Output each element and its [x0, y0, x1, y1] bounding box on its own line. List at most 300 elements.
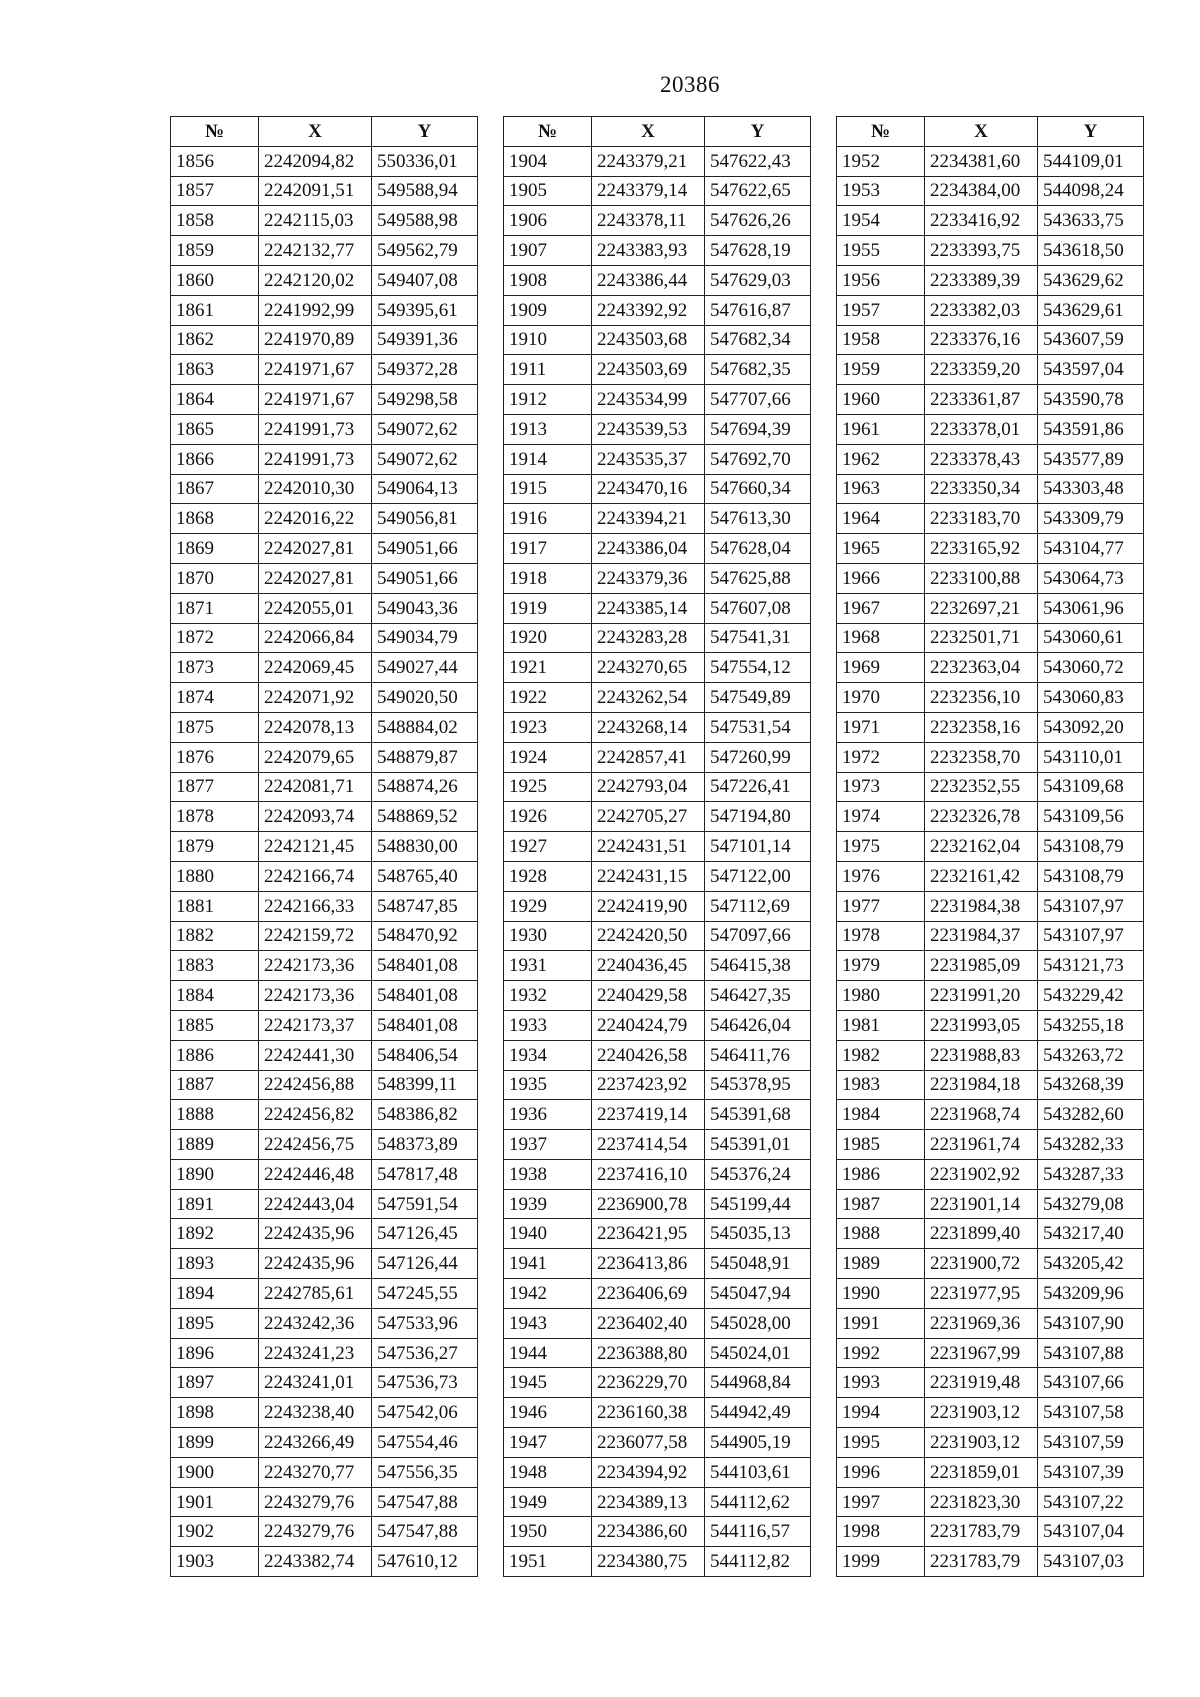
cell-y: 547682,34 [705, 325, 811, 355]
table-row [837, 176, 1144, 206]
cell-number: 1957 [837, 295, 925, 325]
cell-y: 543217,40 [1038, 1219, 1144, 1249]
cell-number: 1940 [504, 1219, 592, 1249]
cell-number: 1884 [171, 981, 259, 1011]
table-row [171, 683, 478, 713]
cell-number: 1978 [837, 921, 925, 951]
cell-x: 2242027,81 [259, 534, 372, 564]
cell-x: 2243262,54 [592, 683, 705, 713]
cell-x: 2231993,05 [925, 1010, 1038, 1040]
cell-x: 2243470,16 [592, 474, 705, 504]
cell-y: 544112,82 [705, 1547, 811, 1577]
table-row [504, 236, 811, 266]
cell-number: 1899 [171, 1428, 259, 1458]
cell-x: 2234389,13 [592, 1487, 705, 1517]
cell-number: 1920 [504, 623, 592, 653]
table-row [171, 712, 478, 742]
cell-number: 1885 [171, 1010, 259, 1040]
table-row [504, 921, 811, 951]
cell-number: 1928 [504, 861, 592, 891]
cell-number: 1883 [171, 951, 259, 981]
cell-x: 2242078,13 [259, 712, 372, 742]
cell-number: 1886 [171, 1040, 259, 1070]
cell-y: 548373,89 [372, 1130, 478, 1160]
cell-x: 2231783,79 [925, 1517, 1038, 1547]
cell-y: 543263,72 [1038, 1040, 1144, 1070]
table-row [504, 1279, 811, 1309]
cell-number: 1990 [837, 1279, 925, 1309]
cell-number: 1882 [171, 921, 259, 951]
cell-number: 1900 [171, 1457, 259, 1487]
header-y: Y [1038, 117, 1144, 147]
table-row [171, 653, 478, 683]
cell-number: 1991 [837, 1308, 925, 1338]
table-row [837, 1517, 1144, 1547]
table-row [837, 1368, 1144, 1398]
cell-y: 543205,42 [1038, 1249, 1144, 1279]
cell-number: 1943 [504, 1308, 592, 1338]
cell-y: 544112,62 [705, 1487, 811, 1517]
cell-y: 544103,61 [705, 1457, 811, 1487]
cell-x: 2233359,20 [925, 355, 1038, 385]
cell-x: 2243535,37 [592, 444, 705, 474]
cell-y: 549407,08 [372, 265, 478, 295]
cell-number: 1912 [504, 385, 592, 415]
cell-y: 547112,69 [705, 891, 811, 921]
cell-number: 1926 [504, 802, 592, 832]
cell-y: 548765,40 [372, 861, 478, 891]
cell-y: 543607,59 [1038, 325, 1144, 355]
cell-number: 1959 [837, 355, 925, 385]
table-row [171, 206, 478, 236]
table-row [837, 444, 1144, 474]
cell-y: 544098,24 [1038, 176, 1144, 206]
cell-y: 547126,45 [372, 1219, 478, 1249]
cell-number: 1932 [504, 981, 592, 1011]
table-row [504, 325, 811, 355]
table-row [171, 355, 478, 385]
cell-y: 549043,36 [372, 593, 478, 623]
table-row [837, 1189, 1144, 1219]
cell-x: 2241971,67 [259, 385, 372, 415]
table-row [504, 951, 811, 981]
cell-y: 544905,19 [705, 1428, 811, 1458]
cell-x: 2231823,30 [925, 1487, 1038, 1517]
cell-y: 543287,33 [1038, 1159, 1144, 1189]
cell-y: 544968,84 [705, 1368, 811, 1398]
cell-y: 547097,66 [705, 921, 811, 951]
cell-x: 2240429,58 [592, 981, 705, 1011]
cell-x: 2242173,36 [259, 981, 372, 1011]
coordinates-table-1 [170, 116, 478, 1577]
cell-y: 547660,34 [705, 474, 811, 504]
cell-number: 1879 [171, 832, 259, 862]
cell-number: 1858 [171, 206, 259, 236]
table-row [504, 742, 811, 772]
cell-number: 1939 [504, 1189, 592, 1219]
cell-number: 1931 [504, 951, 592, 981]
cell-x: 2242081,71 [259, 772, 372, 802]
cell-y: 547622,43 [705, 146, 811, 176]
cell-x: 2242431,51 [592, 832, 705, 862]
cell-number: 1876 [171, 742, 259, 772]
table-row [837, 474, 1144, 504]
cell-y: 543110,01 [1038, 742, 1144, 772]
table-row [171, 1457, 478, 1487]
cell-y: 547554,46 [372, 1428, 478, 1458]
cell-x: 2232358,16 [925, 712, 1038, 742]
cell-x: 2236229,70 [592, 1368, 705, 1398]
cell-x: 2233361,87 [925, 385, 1038, 415]
table-row [171, 1547, 478, 1577]
cell-x: 2243268,14 [592, 712, 705, 742]
cell-number: 1877 [171, 772, 259, 802]
table-row [171, 325, 478, 355]
table-row [171, 1189, 478, 1219]
cell-number: 1911 [504, 355, 592, 385]
cell-number: 1878 [171, 802, 259, 832]
cell-number: 1924 [504, 742, 592, 772]
table-row [171, 1487, 478, 1517]
cell-y: 543092,20 [1038, 712, 1144, 742]
cell-x: 2242435,96 [259, 1219, 372, 1249]
cell-x: 2243270,65 [592, 653, 705, 683]
cell-x: 2242431,15 [592, 861, 705, 891]
cell-y: 549064,13 [372, 474, 478, 504]
table-row [171, 534, 478, 564]
cell-x: 2242420,50 [592, 921, 705, 951]
cell-number: 1869 [171, 534, 259, 564]
cell-y: 543209,96 [1038, 1279, 1144, 1309]
cell-y: 547613,30 [705, 504, 811, 534]
cell-x: 2233393,75 [925, 236, 1038, 266]
table-row [504, 1487, 811, 1517]
cell-x: 2242132,77 [259, 236, 372, 266]
cell-y: 549391,36 [372, 325, 478, 355]
table-row [171, 1338, 478, 1368]
cell-x: 2243238,40 [259, 1398, 372, 1428]
cell-x: 2243379,14 [592, 176, 705, 206]
cell-x: 2242066,84 [259, 623, 372, 653]
cell-number: 1871 [171, 593, 259, 623]
cell-number: 1891 [171, 1189, 259, 1219]
cell-number: 1972 [837, 742, 925, 772]
cell-y: 549395,61 [372, 295, 478, 325]
cell-number: 1873 [171, 653, 259, 683]
cell-y: 543061,96 [1038, 593, 1144, 623]
cell-y: 546426,04 [705, 1010, 811, 1040]
cell-y: 547629,03 [705, 265, 811, 295]
cell-number: 1857 [171, 176, 259, 206]
cell-x: 2236413,86 [592, 1249, 705, 1279]
cell-y: 543121,73 [1038, 951, 1144, 981]
cell-number: 1913 [504, 414, 592, 444]
cell-x: 2240436,45 [592, 951, 705, 981]
table-row [837, 1100, 1144, 1130]
cell-y: 548386,82 [372, 1100, 478, 1130]
table-row [171, 891, 478, 921]
table-row [504, 1368, 811, 1398]
cell-x: 2233389,39 [925, 265, 1038, 295]
cell-y: 543309,79 [1038, 504, 1144, 534]
cell-number: 1996 [837, 1457, 925, 1487]
cell-number: 1896 [171, 1338, 259, 1368]
cell-number: 1980 [837, 981, 925, 1011]
cell-y: 546427,35 [705, 981, 811, 1011]
cell-y: 548879,87 [372, 742, 478, 772]
table-row [171, 385, 478, 415]
table-row [837, 1398, 1144, 1428]
table-row [171, 1159, 478, 1189]
table-row [504, 1457, 811, 1487]
cell-x: 2232356,10 [925, 683, 1038, 713]
table-row [171, 1249, 478, 1279]
cell-x: 2231991,20 [925, 981, 1038, 1011]
cell-y: 547607,08 [705, 593, 811, 623]
cell-number: 1952 [837, 146, 925, 176]
cell-x: 2243382,74 [259, 1547, 372, 1577]
cell-x: 2233376,16 [925, 325, 1038, 355]
cell-number: 1862 [171, 325, 259, 355]
cell-number: 1987 [837, 1189, 925, 1219]
cell-number: 1916 [504, 504, 592, 534]
table-row [837, 146, 1144, 176]
cell-y: 547707,66 [705, 385, 811, 415]
cell-number: 1908 [504, 265, 592, 295]
cell-x: 2231961,74 [925, 1130, 1038, 1160]
cell-y: 549072,62 [372, 414, 478, 444]
cell-x: 2236402,40 [592, 1308, 705, 1338]
cell-number: 1946 [504, 1398, 592, 1428]
cell-y: 545378,95 [705, 1070, 811, 1100]
cell-y: 545028,00 [705, 1308, 811, 1338]
cell-x: 2236077,58 [592, 1428, 705, 1458]
cell-y: 547626,26 [705, 206, 811, 236]
cell-x: 2243385,14 [592, 593, 705, 623]
table-row [837, 742, 1144, 772]
cell-y: 543577,89 [1038, 444, 1144, 474]
cell-y: 547682,35 [705, 355, 811, 385]
cell-y: 547226,41 [705, 772, 811, 802]
cell-x: 2242010,30 [259, 474, 372, 504]
cell-number: 1942 [504, 1279, 592, 1309]
cell-number: 1976 [837, 861, 925, 891]
cell-number: 1881 [171, 891, 259, 921]
cell-number: 1861 [171, 295, 259, 325]
cell-number: 1974 [837, 802, 925, 832]
cell-x: 2242069,45 [259, 653, 372, 683]
cell-number: 1922 [504, 683, 592, 713]
table-row [504, 504, 811, 534]
table-row [837, 504, 1144, 534]
cell-y: 548830,00 [372, 832, 478, 862]
cell-number: 1935 [504, 1070, 592, 1100]
header-number: № [504, 117, 592, 147]
coordinates-table-2 [503, 116, 811, 1577]
table-row [504, 772, 811, 802]
cell-y: 549588,98 [372, 206, 478, 236]
cell-x: 2242456,82 [259, 1100, 372, 1130]
cell-number: 1895 [171, 1308, 259, 1338]
table-row [837, 325, 1144, 355]
table-row [837, 534, 1144, 564]
table-row [171, 504, 478, 534]
cell-number: 1971 [837, 712, 925, 742]
table-row [171, 802, 478, 832]
cell-number: 1902 [171, 1517, 259, 1547]
cell-x: 2242115,03 [259, 206, 372, 236]
table-row [171, 921, 478, 951]
cell-number: 1894 [171, 1279, 259, 1309]
cell-x: 2231988,83 [925, 1040, 1038, 1070]
table-row [504, 534, 811, 564]
cell-y: 543107,90 [1038, 1308, 1144, 1338]
cell-x: 2233350,34 [925, 474, 1038, 504]
cell-y: 547549,89 [705, 683, 811, 713]
table-row [837, 802, 1144, 832]
table-row [504, 444, 811, 474]
cell-y: 547536,27 [372, 1338, 478, 1368]
cell-x: 2243241,23 [259, 1338, 372, 1368]
table-row [504, 623, 811, 653]
cell-x: 2231919,48 [925, 1368, 1038, 1398]
cell-x: 2242093,74 [259, 802, 372, 832]
table-row [171, 176, 478, 206]
cell-number: 1893 [171, 1249, 259, 1279]
table-row [504, 981, 811, 1011]
cell-number: 1927 [504, 832, 592, 862]
cell-number: 1909 [504, 295, 592, 325]
cell-number: 1923 [504, 712, 592, 742]
table-row [504, 146, 811, 176]
table-row [504, 832, 811, 862]
cell-y: 547591,54 [372, 1189, 478, 1219]
table-row [504, 1398, 811, 1428]
table-row [171, 1040, 478, 1070]
cell-x: 2242055,01 [259, 593, 372, 623]
cell-number: 1856 [171, 146, 259, 176]
cell-number: 1930 [504, 921, 592, 951]
cell-y: 549372,28 [372, 355, 478, 385]
cell-y: 545391,68 [705, 1100, 811, 1130]
cell-number: 1898 [171, 1398, 259, 1428]
table-row [837, 861, 1144, 891]
cell-x: 2243392,92 [592, 295, 705, 325]
cell-number: 1937 [504, 1130, 592, 1160]
cell-x: 2242793,04 [592, 772, 705, 802]
cell-number: 1868 [171, 504, 259, 534]
table-row [504, 1517, 811, 1547]
cell-number: 1859 [171, 236, 259, 266]
cell-number: 1958 [837, 325, 925, 355]
table-row [837, 832, 1144, 862]
cell-y: 543060,72 [1038, 653, 1144, 683]
table-row [837, 1219, 1144, 1249]
table-row [171, 414, 478, 444]
cell-x: 2242446,48 [259, 1159, 372, 1189]
cell-y: 545048,91 [705, 1249, 811, 1279]
cell-y: 547610,12 [372, 1547, 478, 1577]
cell-x: 2242443,04 [259, 1189, 372, 1219]
cell-number: 1925 [504, 772, 592, 802]
table-header-row [504, 117, 811, 147]
cell-number: 1870 [171, 563, 259, 593]
cell-number: 1865 [171, 414, 259, 444]
cell-x: 2233165,92 [925, 534, 1038, 564]
cell-x: 2242120,02 [259, 265, 372, 295]
cell-y: 549027,44 [372, 653, 478, 683]
cell-number: 1938 [504, 1159, 592, 1189]
cell-number: 1969 [837, 653, 925, 683]
cell-number: 1875 [171, 712, 259, 742]
table-row [504, 414, 811, 444]
cell-y: 549072,62 [372, 444, 478, 474]
cell-y: 545199,44 [705, 1189, 811, 1219]
cell-y: 547556,35 [372, 1457, 478, 1487]
cell-x: 2236406,69 [592, 1279, 705, 1309]
table-row [504, 593, 811, 623]
cell-x: 2242456,88 [259, 1070, 372, 1100]
cell-x: 2233382,03 [925, 295, 1038, 325]
cell-number: 1963 [837, 474, 925, 504]
table-row [837, 891, 1144, 921]
table-row [837, 236, 1144, 266]
cell-y: 548406,54 [372, 1040, 478, 1070]
cell-x: 2242121,45 [259, 832, 372, 862]
table-row [171, 1398, 478, 1428]
cell-x: 2242027,81 [259, 563, 372, 593]
cell-x: 2242456,75 [259, 1130, 372, 1160]
cell-y: 543107,03 [1038, 1547, 1144, 1577]
cell-x: 2243379,36 [592, 563, 705, 593]
cell-x: 2242173,36 [259, 951, 372, 981]
table-row [171, 1279, 478, 1309]
cell-x: 2234384,00 [925, 176, 1038, 206]
cell-x: 2232501,71 [925, 623, 1038, 653]
cell-x: 2231899,40 [925, 1219, 1038, 1249]
table-header-row [837, 117, 1144, 147]
cell-number: 1981 [837, 1010, 925, 1040]
cell-x: 2241991,73 [259, 444, 372, 474]
cell-number: 1970 [837, 683, 925, 713]
cell-number: 1956 [837, 265, 925, 295]
table-row [837, 712, 1144, 742]
table-row [504, 653, 811, 683]
table-row [837, 683, 1144, 713]
cell-y: 543064,73 [1038, 563, 1144, 593]
cell-number: 1887 [171, 1070, 259, 1100]
cell-x: 2233416,92 [925, 206, 1038, 236]
table-row [837, 414, 1144, 444]
cell-number: 1998 [837, 1517, 925, 1547]
table-row [504, 1010, 811, 1040]
table-row [504, 474, 811, 504]
cell-number: 1989 [837, 1249, 925, 1279]
cell-x: 2232363,04 [925, 653, 1038, 683]
cell-y: 543107,97 [1038, 921, 1144, 951]
cell-number: 1917 [504, 534, 592, 564]
header-x: X [592, 117, 705, 147]
cell-x: 2243383,93 [592, 236, 705, 266]
cell-number: 1953 [837, 176, 925, 206]
cell-x: 2242016,22 [259, 504, 372, 534]
header-x: X [925, 117, 1038, 147]
cell-y: 543591,86 [1038, 414, 1144, 444]
cell-y: 543107,66 [1038, 1368, 1144, 1398]
cell-x: 2234394,92 [592, 1457, 705, 1487]
cell-y: 549051,66 [372, 534, 478, 564]
cell-y: 543618,50 [1038, 236, 1144, 266]
